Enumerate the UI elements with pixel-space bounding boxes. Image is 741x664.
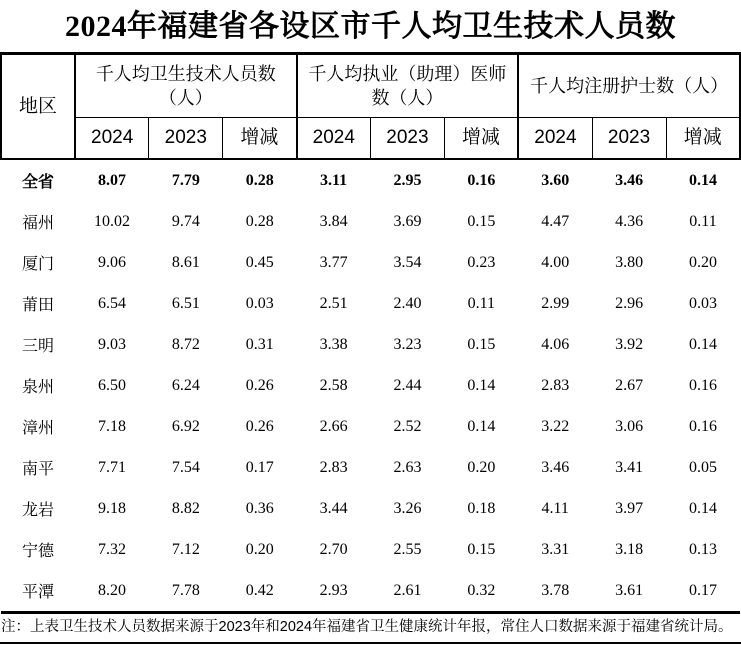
table-row — [1, 201, 740, 242]
value-cell: 0.23 — [467, 253, 496, 271]
change-header: 增减 — [666, 118, 740, 160]
value-cell: 3.46 — [615, 171, 644, 189]
value-cell: 6.24 — [171, 376, 200, 394]
table-row — [1, 447, 740, 488]
value-cell: 3.41 — [615, 458, 644, 476]
value-cell: 0.36 — [245, 499, 274, 517]
health-personnel-table — [0, 52, 741, 614]
value-cell: 0.15 — [467, 335, 496, 353]
value-cell: 2.52 — [393, 417, 422, 435]
group-header-technicians: 千人均卫生技术人员数（人） — [75, 54, 297, 118]
value-cell: 8.82 — [171, 499, 200, 517]
value-cell: 2.83 — [319, 458, 348, 476]
value-cell: 0.17 — [689, 581, 717, 599]
footnote: 注：上表卫生技术人员数据来源于2023年和2024年福建省卫生健康统计年报，常住人口数据来源于福建省统计局。 — [0, 617, 741, 644]
value-cell: 8.72 — [171, 335, 200, 353]
table-row — [1, 406, 740, 447]
value-cell: 9.74 — [171, 212, 200, 230]
value-cell: 0.14 — [689, 499, 717, 517]
value-cell: 0.45 — [245, 253, 274, 271]
value-cell: 4.47 — [541, 212, 570, 230]
table-row — [1, 283, 740, 324]
value-cell: 3.78 — [541, 581, 570, 599]
region-column-header: 地区 — [1, 54, 75, 160]
change-header: 增减 — [223, 118, 297, 160]
region-cell: 泉州 — [21, 379, 54, 396]
value-cell: 0.14 — [467, 376, 496, 394]
value-cell: 0.26 — [245, 376, 274, 394]
value-cell: 2.99 — [541, 294, 570, 312]
value-cell: 2.58 — [319, 376, 348, 394]
value-cell: 0.31 — [245, 335, 274, 353]
value-cell: 0.03 — [245, 294, 274, 312]
value-cell: 3.38 — [319, 335, 348, 353]
value-cell: 4.36 — [615, 212, 644, 230]
value-cell: 4.11 — [541, 499, 569, 517]
region-cell: 平潭 — [21, 584, 54, 601]
value-cell: 7.54 — [171, 458, 200, 476]
value-cell: 7.71 — [97, 458, 126, 476]
value-cell: 3.69 — [393, 212, 422, 230]
value-cell: 3.92 — [615, 335, 644, 353]
region-cell: 南平 — [21, 461, 54, 478]
value-cell: 0.20 — [467, 458, 496, 476]
value-cell: 2.96 — [615, 294, 644, 312]
value-cell: 3.61 — [615, 581, 644, 599]
value-cell: 7.12 — [171, 540, 200, 558]
value-cell: 8.20 — [97, 581, 126, 599]
value-cell: 0.28 — [245, 171, 274, 189]
value-cell: 3.11 — [320, 171, 348, 189]
value-cell: 3.54 — [393, 253, 422, 271]
value-cell: 0.20 — [245, 540, 274, 558]
value-cell: 2.66 — [319, 417, 348, 435]
value-cell: 3.46 — [541, 458, 570, 476]
value-cell: 10.02 — [93, 212, 130, 230]
value-cell: 0.16 — [467, 171, 496, 189]
value-cell: 2.70 — [319, 540, 348, 558]
value-cell: 4.06 — [541, 335, 570, 353]
group-header-row — [1, 54, 740, 118]
value-cell: 3.44 — [319, 499, 348, 517]
value-cell: 0.14 — [467, 417, 496, 435]
region-cell: 厦门 — [21, 256, 54, 273]
value-cell: 9.18 — [97, 499, 126, 517]
region-cell: 三明 — [21, 338, 54, 355]
region-cell: 福州 — [21, 215, 54, 232]
value-cell: 0.16 — [689, 376, 717, 394]
table-row — [1, 488, 740, 529]
table-row — [1, 242, 740, 283]
value-cell: 7.79 — [171, 171, 200, 189]
change-header: 增减 — [444, 118, 518, 160]
value-cell: 7.18 — [97, 417, 126, 435]
region-cell: 龙岩 — [21, 502, 54, 519]
value-cell: 0.15 — [467, 212, 496, 230]
value-cell: 2.63 — [393, 458, 422, 476]
year-header: 2024 — [297, 118, 371, 160]
value-cell: 0.14 — [689, 171, 717, 189]
table-body — [1, 159, 740, 613]
value-cell: 0.03 — [689, 294, 717, 312]
value-cell: 3.22 — [541, 417, 570, 435]
value-cell: 2.61 — [393, 581, 422, 599]
value-cell: 8.07 — [97, 171, 126, 189]
value-cell: 0.11 — [467, 294, 496, 312]
table-row — [1, 570, 740, 613]
value-cell: 9.03 — [97, 335, 126, 353]
group-header-nurses: 千人均注册护士数（人） — [518, 54, 740, 118]
year-header: 2024 — [518, 118, 592, 160]
value-cell: 6.51 — [171, 294, 200, 312]
year-header: 2023 — [371, 118, 445, 160]
table-row — [1, 159, 740, 201]
year-header-row — [1, 118, 740, 160]
value-cell: 2.83 — [541, 376, 570, 394]
table-header — [1, 54, 740, 160]
value-cell: 3.18 — [615, 540, 644, 558]
value-cell: 3.84 — [319, 212, 348, 230]
value-cell: 0.28 — [245, 212, 274, 230]
value-cell: 4.00 — [541, 253, 570, 271]
value-cell: 0.26 — [245, 417, 274, 435]
value-cell: 2.55 — [393, 540, 422, 558]
value-cell: 2.93 — [319, 581, 348, 599]
value-cell: 6.92 — [171, 417, 200, 435]
value-cell: 0.18 — [467, 499, 496, 517]
value-cell: 0.17 — [245, 458, 274, 476]
value-cell: 3.60 — [541, 171, 570, 189]
value-cell: 6.54 — [97, 294, 126, 312]
region-cell: 全省 — [21, 174, 54, 191]
region-cell: 莆田 — [21, 297, 54, 314]
table-row — [1, 365, 740, 406]
value-cell: 0.14 — [689, 335, 717, 353]
value-cell: 3.26 — [393, 499, 422, 517]
value-cell: 2.95 — [393, 171, 422, 189]
region-cell: 漳州 — [21, 420, 54, 437]
value-cell: 2.51 — [319, 294, 348, 312]
value-cell: 3.06 — [615, 417, 644, 435]
group-header-physicians: 千人均执业（助理）医师数（人） — [297, 54, 519, 118]
year-header: 2023 — [149, 118, 223, 160]
table-row — [1, 529, 740, 570]
value-cell: 0.05 — [689, 458, 717, 476]
value-cell: 2.40 — [393, 294, 422, 312]
page-title: 2024年福建省各设区市千人均卫生技术人员数 — [65, 10, 676, 43]
value-cell: 3.31 — [541, 540, 570, 558]
value-cell: 0.20 — [689, 253, 717, 271]
value-cell: 0.42 — [245, 581, 274, 599]
value-cell: 0.32 — [467, 581, 496, 599]
value-cell: 2.44 — [393, 376, 422, 394]
value-cell: 7.78 — [171, 581, 200, 599]
year-header: 2023 — [592, 118, 666, 160]
value-cell: 7.32 — [97, 540, 126, 558]
value-cell: 8.61 — [171, 253, 200, 271]
value-cell: 3.80 — [615, 253, 644, 271]
value-cell: 0.11 — [689, 212, 717, 230]
value-cell: 9.06 — [97, 253, 126, 271]
value-cell: 6.50 — [97, 376, 126, 394]
region-cell: 宁德 — [21, 543, 54, 560]
value-cell: 3.77 — [319, 253, 348, 271]
value-cell: 0.15 — [467, 540, 496, 558]
table-row — [1, 324, 740, 365]
year-header: 2024 — [75, 118, 149, 160]
value-cell: 3.97 — [615, 499, 644, 517]
value-cell: 0.13 — [689, 540, 717, 558]
value-cell: 0.16 — [689, 417, 717, 435]
value-cell: 2.67 — [615, 376, 644, 394]
value-cell: 3.23 — [393, 335, 422, 353]
